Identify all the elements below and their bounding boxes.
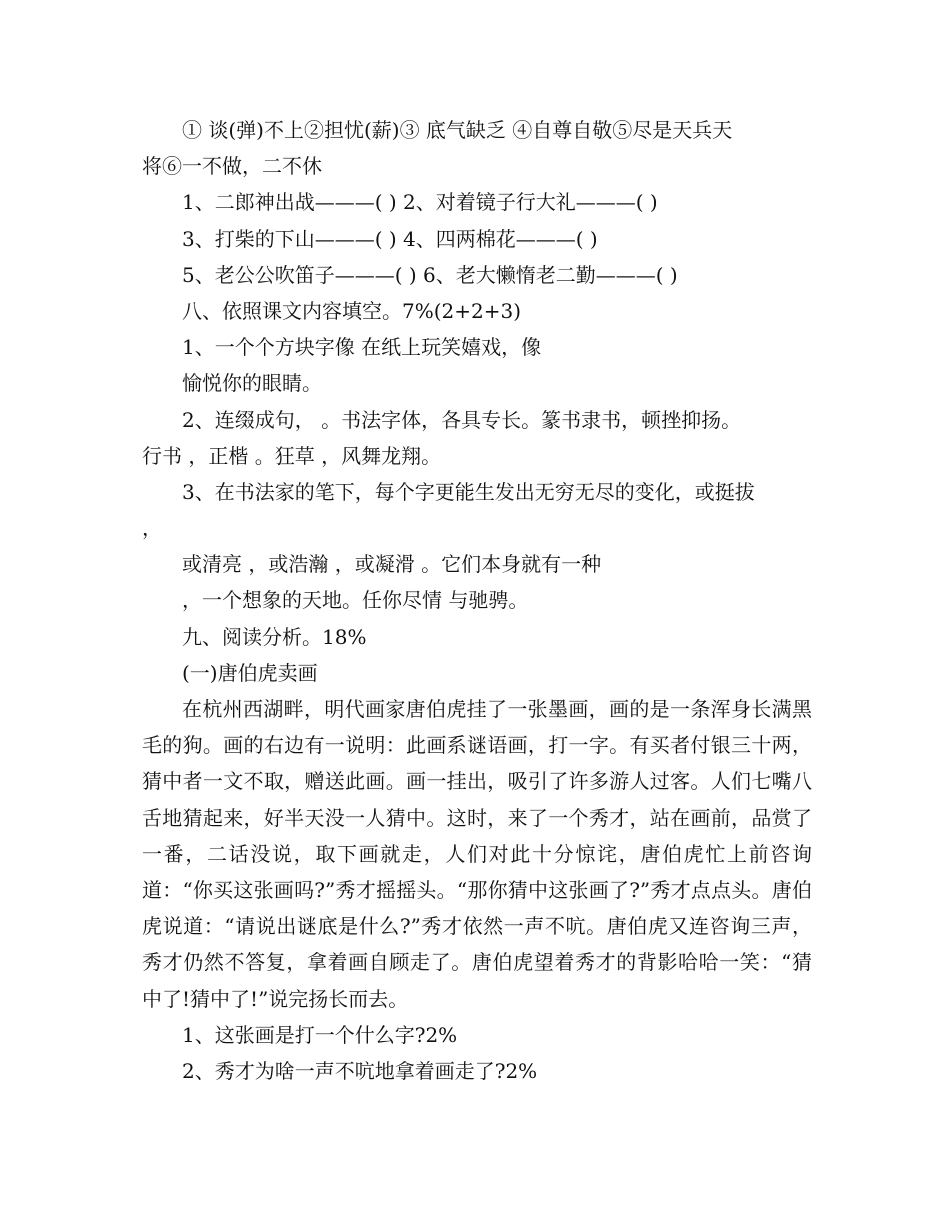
section-8-q3-line-4: ，一个想象的天地。任你尽情 与驰骋。 xyxy=(182,588,529,613)
section-8-q3-line-3: 或清亮 ，或浩瀚 ，或凝滑 。它们本身就有一种 xyxy=(182,552,602,577)
passage-title: (一)唐伯虎卖画 xyxy=(182,660,318,685)
section-9-q1: 1、这张画是打一个什么字?2% xyxy=(182,1022,458,1047)
idiom-options-line-2: 将⑥一不做，二不休 xyxy=(142,154,322,179)
idiom-item-row-3: 5、老公公吹笛子———( ) 6、老大懒惰老二勤———( ) xyxy=(182,262,678,287)
section-9-q2: 2、秀才为啥一声不吭地拿着画走了?2% xyxy=(182,1059,538,1084)
section-8-q1-line-2: 愉悦你的眼睛。 xyxy=(182,371,322,396)
document-body xyxy=(142,112,812,1089)
section-9-heading: 九、阅读分析。18% xyxy=(182,624,367,649)
idiom-item-row-1: 1、二郎神出战———( ) 2、对着镜子行大礼———( ) xyxy=(182,190,658,215)
section-8-q2-line-2: 行书 ，正楷 。狂草 ，风舞龙翔。 xyxy=(142,443,442,468)
section-8-q2-line-1: 2、连缀成句， 。书法字体，各具专长。篆书隶书，顿挫抑扬。 xyxy=(182,407,742,432)
section-8-q3-line-2: ， xyxy=(142,516,162,541)
section-8-q1-line-1: 1、一个个方块字像 在纸上玩笑嬉戏，像 xyxy=(182,335,542,360)
idiom-item-row-2: 3、打柴的下山———( ) 4、四两棉花———( ) xyxy=(182,226,598,251)
section-8-q3-line-1: 3、在书法家的笔下，每个字更能生发出无穷无尽的变化，或挺拔 xyxy=(182,479,755,504)
passage-text: 在杭州西湖畔，明代画家唐伯虎挂了一张墨画，画的是一条浑身长满黑毛的狗。画的右边有一说明：此画系谜语画，打一字。有买者付银三十两，猜中者一文不取，赠送此画。画一挂出，吸引了许多游人过客。人们七嘴八舌地猜起来，好半天没一人猜中。这时，来了一个秀才，站在画前，品赏了一番，二话没说，取下画就走，人们对此十分惊诧，唐伯虎忙上前咨询道：“你买这张画吗?”秀才摇摇头。“那你猜中这张画了?”秀才点点头。唐伯虎说道：“请说出谜底是什么?”秀才依然一声不吭。唐伯虎又连咨询三声，秀才仍然不答复，拿着画自顾走了。唐伯虎望着秀才的背影哈哈一笑：“猜中了!猜中了!”说完扬长而去。 xyxy=(142,697,812,1011)
idiom-options-line-1: ① 谈(弹)不上②担忧(薪)③ 底气缺乏 ④自尊自敬⑤尽是天兵天 xyxy=(182,118,733,142)
section-8-heading: 八、依照课文内容填空。7%(2+2+3) xyxy=(182,298,522,323)
